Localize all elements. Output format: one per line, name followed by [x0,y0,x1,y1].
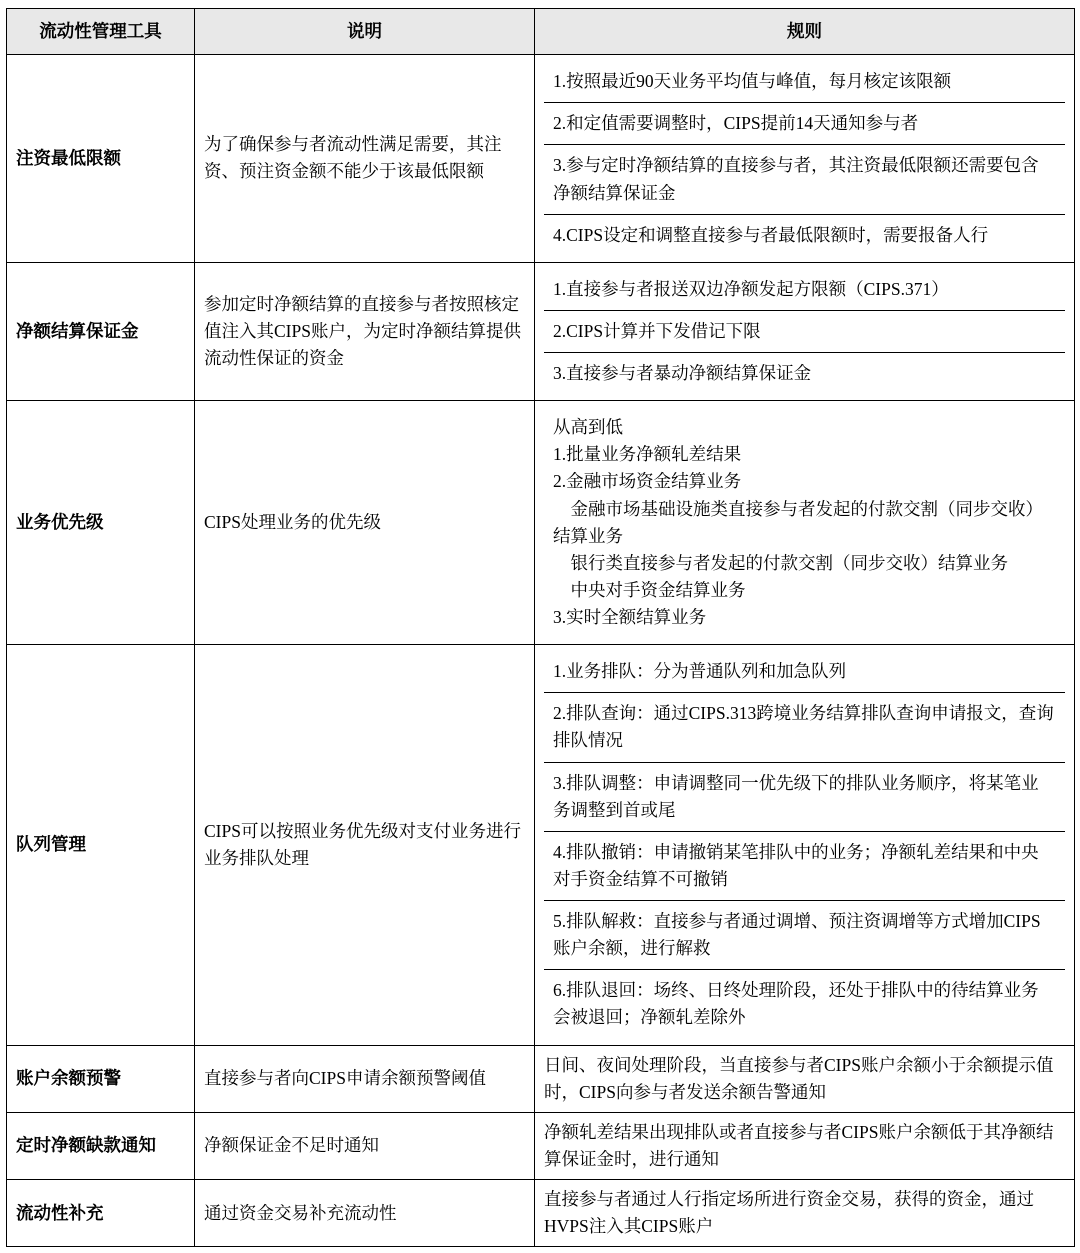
tool-rules [535,55,1075,263]
rule-list [544,651,1065,1038]
rule-line: 1.批量业务净额轧差结果 [553,444,742,465]
rule-lead: 从高到低 [553,417,623,438]
table-row [7,262,1075,400]
tool-description: CIPS处理业务的优先级 [195,401,535,645]
rule-item: 2.排队查询：通过CIPS.313跨境业务结算排队查询申请报文，查询排队情况 [544,693,1065,762]
column-header-description: 说明 [195,9,535,55]
table-row [7,1045,1075,1112]
rule-item: 1.业务排队：分为普通队列和加急队列 [544,651,1065,693]
tool-description: CIPS可以按照业务优先级对支付业务进行业务排队处理 [195,645,535,1045]
rule-line: 2.金融市场资金结算业务 [553,471,742,492]
rule-item: 4.排队撤销：申请撤销某笔排队中的业务；净额轧差结果和中央对手资金结算不可撤销 [544,832,1065,901]
table-row [7,1112,1075,1179]
rule-item: 3.排队调整：申请调整同一优先级下的排队业务顺序，将某笔业务调整到首或尾 [544,763,1065,832]
rule-list [544,61,1065,256]
column-header-rules: 规则 [535,9,1075,55]
tool-description: 净额保证金不足时通知 [195,1112,535,1179]
rule-item: 2.和定值需要调整时，CIPS提前14天通知参与者 [544,103,1065,145]
liquidity-management-table [6,8,1075,1247]
tool-name: 净额结算保证金 [7,262,195,400]
table-row [7,645,1075,1045]
tool-rules [535,645,1075,1045]
rule-item: 1.直接参与者报送双边净额发起方限额（CIPS.371） [544,269,1065,311]
tool-name: 队列管理 [7,645,195,1045]
tool-description: 为了确保参与者流动性满足需要，其注资、预注资金额不能少于该最低限额 [195,55,535,263]
rule-item: 1.按照最近90天业务平均值与峰值，每月核定该限额 [544,61,1065,103]
tool-name: 账户余额预警 [7,1045,195,1112]
rule-item: 3.参与定时净额结算的直接参与者，其注资最低限额还需要包含净额结算保证金 [544,145,1065,214]
rule-line: 3.实时全额结算业务 [553,607,707,627]
rule-item: 4.CIPS设定和调整直接参与者最低限额时，需要报备人行 [553,224,989,245]
tool-name: 注资最低限额 [7,55,195,263]
table-row [7,1180,1075,1247]
tool-rules: 净额轧差结果出现排队或者直接参与者CIPS账户余额低于其净额结算保证金时，进行通知 [535,1112,1075,1179]
table-body [7,55,1075,1247]
tool-rules: 直接参与者通过人行指定场所进行资金交易，获得的资金，通过HVPS注入其CIPS账户 [535,1180,1075,1247]
column-header-tool: 流动性管理工具 [7,9,195,55]
rule-item: 5.排队解救：直接参与者通过调增、预注资调增等方式增加CIPS账户余额，进行解救 [544,901,1065,970]
table-row [7,401,1075,645]
table-row [7,55,1075,263]
rule-item: 2.CIPS计算并下发借记下限 [544,311,1065,353]
rule-line: 中央对手资金结算业务 [570,579,746,600]
rule-item: 6.排队退回：场终、日终处理阶段，还处于排队中的待结算业务会被退回；净额轧差除外 [553,980,1039,1028]
tool-name: 流动性补充 [7,1180,195,1247]
tool-description: 通过资金交易补充流动性 [195,1180,535,1247]
rule-line: 银行类直接参与者发起的付款交割（同步交收）结算业务 [570,552,1008,573]
tool-name: 定时净额缺款通知 [7,1112,195,1179]
tool-rules [535,401,1075,645]
tool-rules [535,262,1075,400]
tool-rules: 日间、夜间处理阶段，当直接参与者CIPS账户余额小于余额提示值时，CIPS向参与者发送余额告警通知 [535,1045,1075,1112]
rule-item: 3.直接参与者暴动净额结算保证金 [553,363,812,383]
tool-name: 业务优先级 [7,401,195,645]
table-header-row [7,9,1075,55]
rule-list [544,269,1065,394]
rule-block [544,407,1065,638]
tool-description: 直接参与者向CIPS申请余额预警阈值 [195,1045,535,1112]
rule-line: 金融市场基础设施类直接参与者发起的付款交割（同步交收）结算业务 [553,498,1043,546]
tool-description: 参加定时净额结算的直接参与者按照核定值注入其CIPS账户，为定时净额结算提供流动性保证的资金 [195,262,535,400]
table-header [7,9,1075,55]
